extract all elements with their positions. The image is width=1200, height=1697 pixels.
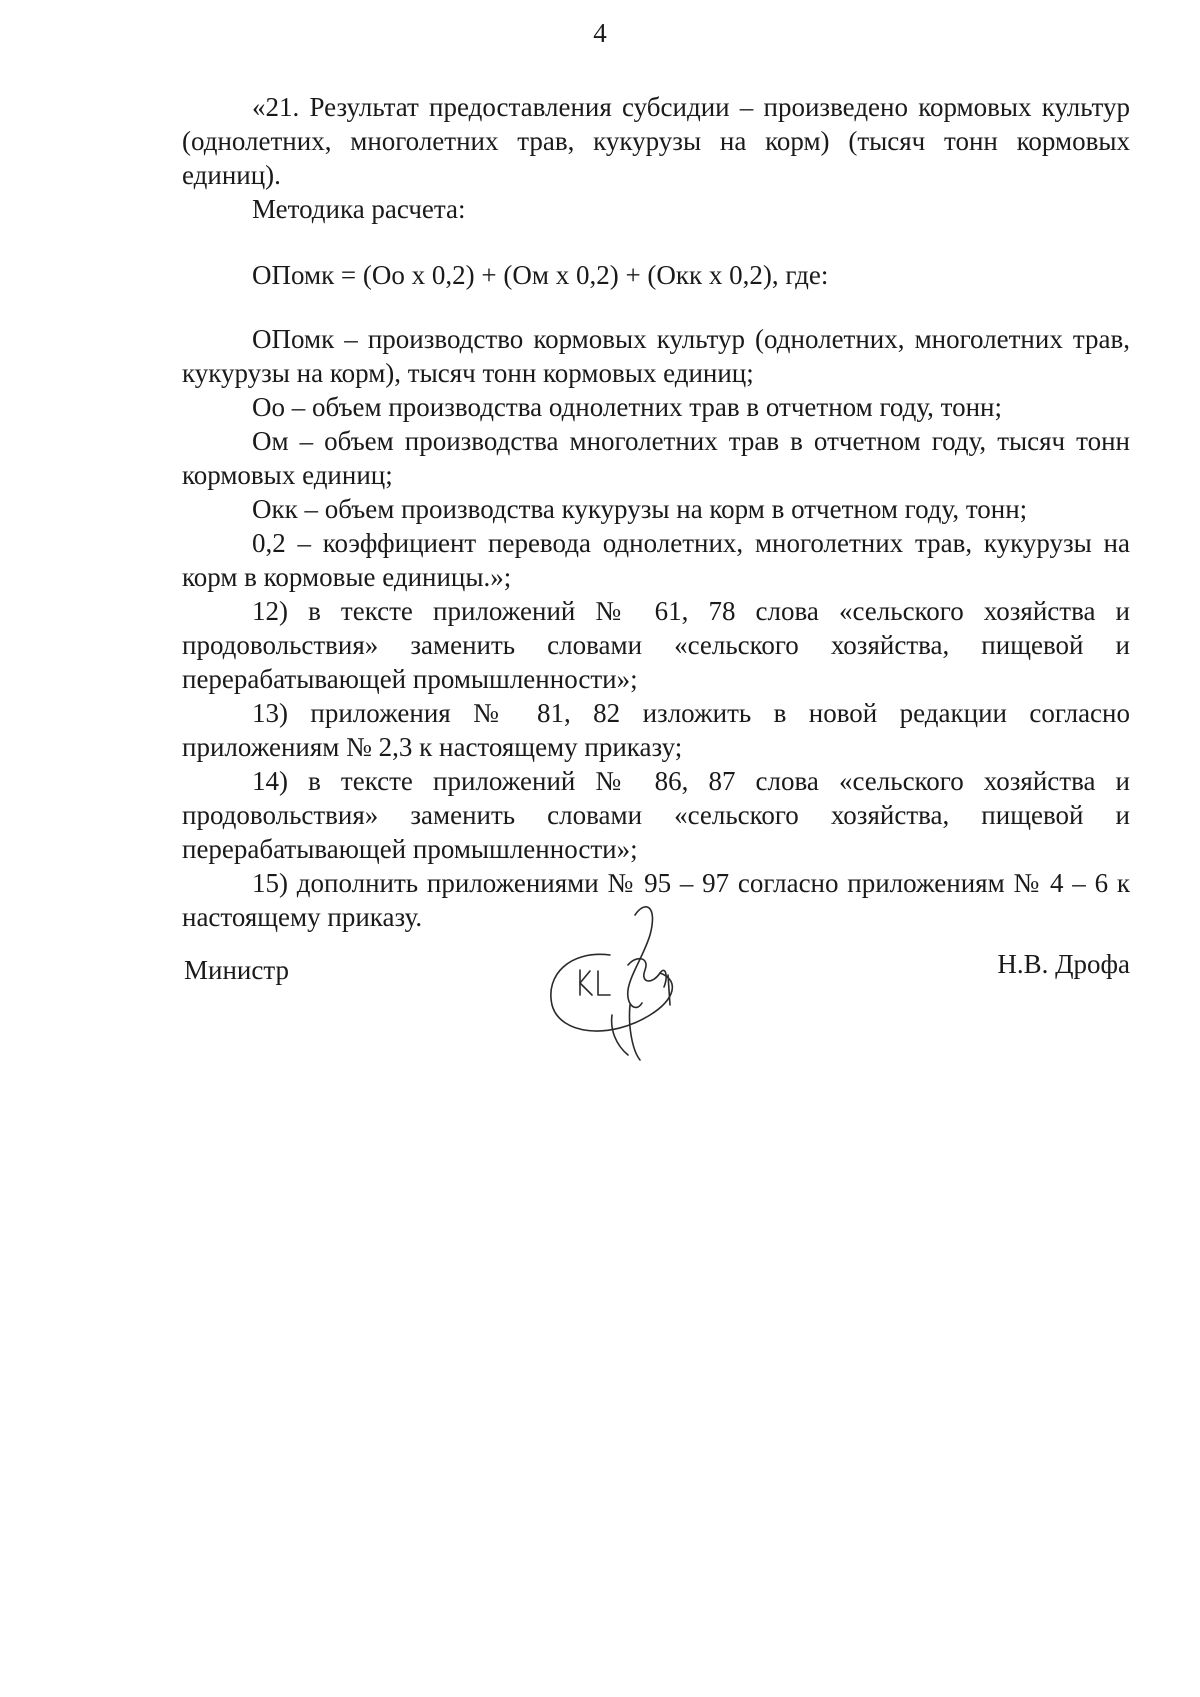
definition-oo: Оо – объем производства однолетних трав в отчетном году, тонн; — [252, 392, 1002, 422]
paragraph-result-21: «21. Результат предоставления субсидии – произведено кормовых культур (однолетних, многолетних трав, кукурузы на корм) (тысяч тонн кормовых единиц). — [182, 92, 1130, 190]
definition-coefficient: 0,2 – коэффициент перевода однолетних, многолетних трав, кукурузы на корм в кормовые единицы.»; — [182, 528, 1130, 592]
definition-opomk: ОПомк – производство кормовых культур (однолетних, многолетних трав, кукурузы на корм), тысяч тонн кормовых единиц; — [182, 324, 1130, 388]
item-14: 14) в тексте приложений № 86, 87 слова «сельского хозяйства и продовольствия» заменить словами «сельского хозяйства, пищевой и перерабатывающей промышленности»; — [182, 766, 1130, 864]
paragraph-methodology: Методика расчета: — [252, 194, 466, 224]
document-body — [182, 90, 1130, 934]
formula: ОПомк = (Оо х 0,2) + (Ом х 0,2) + (Окк х 0,2), где: — [252, 260, 829, 290]
signatory-name: Н.В. Дрофа — [997, 949, 1130, 979]
item-15: 15) дополнить приложениями № 95 – 97 согласно приложениям № 4 – 6 к настоящему приказу. — [182, 868, 1130, 932]
signatory-title: Министр — [184, 955, 289, 985]
item-13: 13) приложения № 81, 82 изложить в новой редакции согласно приложениям № 2,3 к настоящему приказу; — [182, 698, 1130, 762]
definition-om: Ом – объем производства многолетних трав в отчетном году, тысяч тонн кормовых единиц; — [182, 426, 1130, 490]
page-number: 4 — [593, 18, 607, 48]
handwritten-signature — [540, 895, 720, 1065]
item-12: 12) в тексте приложений № 61, 78 слова «сельского хозяйства и продовольствия» заменить словами «сельского хозяйства, пищевой и перерабатывающей промышленности»; — [182, 596, 1130, 694]
definition-okk: Окк – объем производства кукурузы на корм в отчетном году, тонн; — [252, 494, 1028, 524]
